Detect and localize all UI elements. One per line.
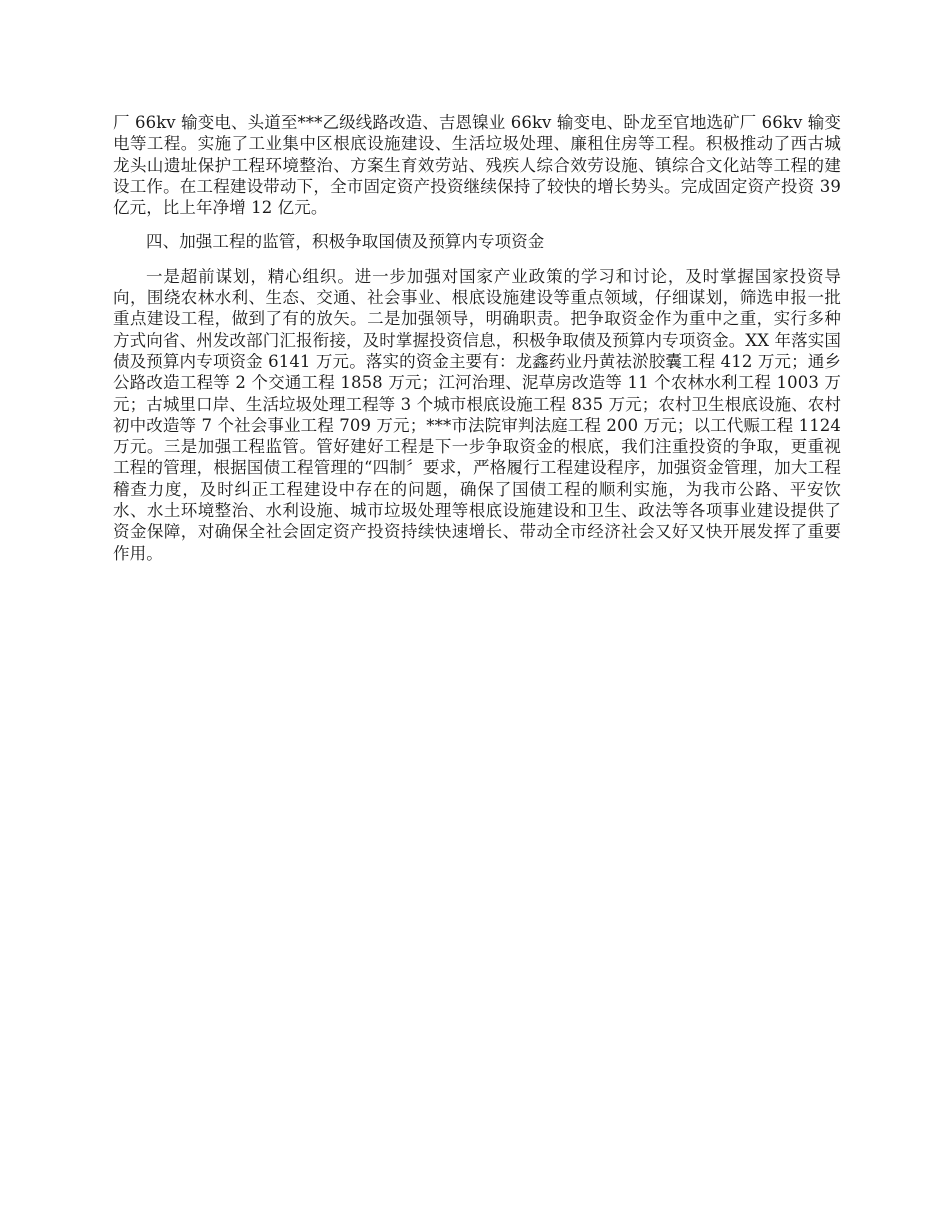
paragraph-funding-details: 一是超前谋划，精心组织。进一步加强对国家产业政策的学习和讨论，及时掌握国家投资导向，围绕农林水利、生态、交通、社会事业、根底设施建设等重点领域，仔细谋划，筛选申报一批重点建设工程，做到了有的放矢。二是加强领导，明确职责。把争取资金作为重中之重，实行多种方式向省、州发改部门汇报衔接，及时掌握投资信息，积极争取债及预算内专项资金。XX 年落实国债及预算内专项资金 6141 万元。落实的资金主要有：龙鑫药业丹黄祛淤胶囊工程 412 万元；通乡公路改造工程等 2 个交通工程 1858 万元；江河治理、泥草房改造等 11 个农林水利工程 1003 万元；古城里口岸、生活垃圾处理工程等 3 个城市根底设施工程 835 万元；农村卫生根底设施、农村初中改造等 7 个社会事业工程 709 万元；***市法院审判法庭工程 200 万元；以工代赈工程 1124 万元。三是加强工程监管。管好建好工程是下一步争取资金的根底，我们注重投资的争取，更重视工程的管理，根据国债工程管理的“四制〞要求，严格履行工程建设程序，加强资金管理，加大工程稽查力度，及时纠正工程建设中存在的问题，确保了国债工程的顺利实施，为我市公路、平安饮水、水土环境整治、水利设施、城市垃圾处理等根底设施建设和卫生、政法等各项事业建设提供了资金保障，对确保全社会固定资产投资持续快速增长、带动全市经济社会又好又快开展发挥了重要作用。 — [113, 266, 841, 563]
paragraph-project-summary: 厂 66kv 输变电、头道至***乙级线路改造、吉恩镍业 66kv 输变电、卧龙至官地选矿厂 66kv 输变电等工程。实施了工业集中区根底设施建设、生活垃圾处理、廉租住房等工程。积极推动了西古城龙头山遗址保护工程环境整治、方案生育效劳站、残疾人综合效劳设施、镇综合文化站等工程的建设工作。在工程建设带动下，全市固定资产投资继续保持了较快的增长势头。完成固定资产投资 39 亿元，比上年净增 12 亿元。 — [113, 113, 841, 218]
document-body — [113, 112, 841, 564]
section-heading: 四、加强工程的监管，积极争取国债及预算内专项资金 — [146, 232, 545, 252]
